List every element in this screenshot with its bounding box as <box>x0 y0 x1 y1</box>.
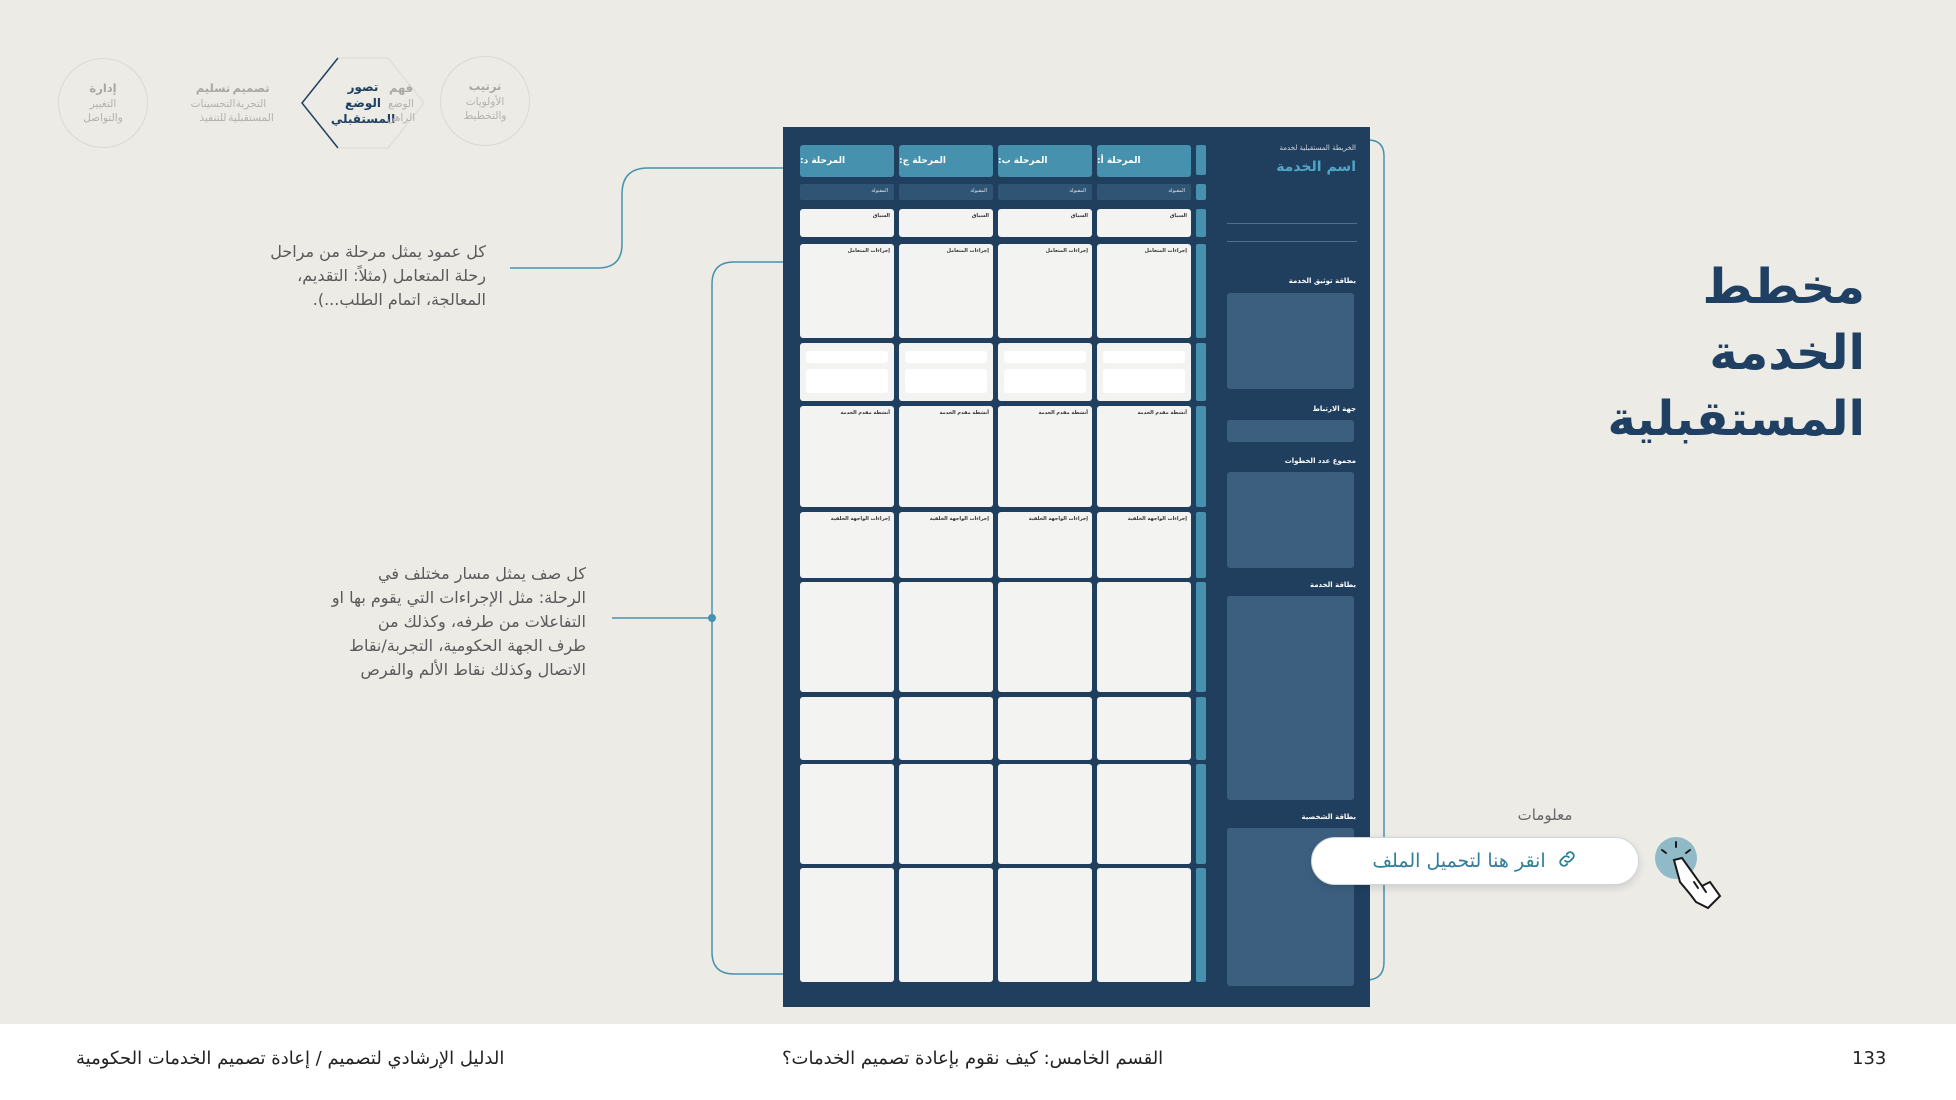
annotation-line: الرحلة: مثل الإجراءات التي يقوم بها او <box>331 588 586 607</box>
cell-label: إجراءات الواجهة الخلفية <box>830 516 890 522</box>
inner-box <box>905 369 987 393</box>
requirements-cell <box>998 697 1092 760</box>
inner-box <box>905 351 987 363</box>
click-hand-icon <box>1652 836 1728 916</box>
row-label-tab <box>1196 868 1206 982</box>
policies-cell <box>1097 764 1191 864</box>
stage-label: التغيير <box>89 97 117 110</box>
provider-cell <box>1097 406 1191 507</box>
cell-label: إجراءات الواجهة الخلفية <box>1028 516 1088 522</box>
policies-cell <box>899 764 993 864</box>
stage-header-a: المرحلة أ: <box>1097 145 1191 177</box>
cell-label: إجراءات المتعامل <box>847 248 890 254</box>
context-cell <box>1097 209 1191 237</box>
frontline-cell <box>899 512 993 578</box>
annotation-line: كل عمود يمثل مرحلة من مراحل <box>270 242 486 261</box>
opportunities-cell <box>800 868 894 982</box>
stage-label: الوضع <box>387 97 415 110</box>
touchpoint-cell <box>1097 343 1191 401</box>
stage-label: التجربة <box>235 97 267 110</box>
cell-label: السياق <box>872 213 890 219</box>
sidebar-heading: جهة الارتباط <box>1312 405 1356 413</box>
provider-cell <box>998 406 1092 507</box>
sub-label: المقبولة <box>998 184 1092 200</box>
annotation-line: كل صف يمثل مسار مختلف في <box>378 564 586 583</box>
stage-label: للتنفيذ <box>199 111 227 124</box>
link-icon <box>1556 848 1578 875</box>
sidebar-caption: الخريطة المستقبلية لخدمة <box>1279 144 1356 152</box>
cell-label: أنشطة مقدم الخدمة <box>840 410 890 416</box>
frontline-cell <box>800 512 894 578</box>
annotation-line: التفاعلات من طرفه، وكذلك من <box>377 612 586 631</box>
stage-label: الوضع <box>345 95 381 110</box>
sidebar-panel <box>1227 472 1354 568</box>
cell-label: إجراءات المتعامل <box>1144 248 1187 254</box>
policies-cell <box>800 764 894 864</box>
frontline-cell <box>1097 512 1191 578</box>
requirements-cell <box>800 697 894 760</box>
inner-box <box>1004 369 1086 393</box>
policies-cell <box>998 764 1092 864</box>
inner-box <box>1103 351 1185 363</box>
row-label-tab <box>1196 343 1206 401</box>
sub-label: المقبولة <box>1097 184 1191 200</box>
upload-file-button[interactable] <box>1311 837 1639 885</box>
cell-label: السياق <box>1070 213 1088 219</box>
annotation-line: طرف الجهة الحكومية، التجربة/نقاط <box>349 636 586 655</box>
cell-label: إجراءات المتعامل <box>1045 248 1088 254</box>
page-title-line: الخدمة <box>1709 325 1865 381</box>
systems-cell <box>998 582 1092 692</box>
upload-button-label: انقر هنا لتحميل الملف <box>1372 850 1546 872</box>
context-cell <box>800 209 894 237</box>
cell-label: إجراءات الواجهة الخلفية <box>1127 516 1187 522</box>
inner-box <box>806 351 888 363</box>
touchpoint-cell <box>899 343 993 401</box>
frontline-cell <box>998 512 1092 578</box>
row-label-tab <box>1196 406 1206 507</box>
footer-section: القسم الخامس: كيف نقوم بإعادة تصميم الخدمات؟ <box>782 1048 1164 1069</box>
row-label-tab <box>1196 512 1206 578</box>
requirements-cell <box>899 697 993 760</box>
divider <box>1227 223 1357 224</box>
stage-label: المستقبلي <box>330 112 396 127</box>
inner-box <box>1103 369 1185 393</box>
customer-actions-cell <box>1097 244 1191 338</box>
stage-label: الأولويات <box>465 95 505 108</box>
cell-label: أنشطة مقدم الخدمة <box>1137 410 1187 416</box>
page-title-line: مخطط <box>1702 259 1865 315</box>
sidebar-heading: بطاقة توثيق الخدمة <box>1288 277 1356 285</box>
page-number: 133 <box>1852 1048 1887 1069</box>
sub-label: المقبولة <box>800 184 894 200</box>
touchpoint-cell <box>998 343 1092 401</box>
context-cell <box>899 209 993 237</box>
blueprint-template <box>783 127 1370 1007</box>
sidebar-service-name: اسم الخدمة <box>1276 159 1356 175</box>
cell-label: أنشطة مقدم الخدمة <box>1038 410 1088 416</box>
sidebar-panel <box>1227 420 1354 442</box>
requirements-cell <box>1097 697 1191 760</box>
stage-label: الراهن <box>386 111 416 124</box>
annotation-line: المعالجة، اتمام الطلب...). <box>312 290 486 309</box>
systems-cell <box>800 582 894 692</box>
row-label-tab <box>1196 582 1206 692</box>
row-label-tab <box>1196 764 1206 864</box>
opportunities-cell <box>998 868 1092 982</box>
footer <box>0 1024 1956 1100</box>
stage-label: والتواصل <box>83 111 123 124</box>
context-cell <box>998 209 1092 237</box>
opportunities-cell <box>1097 868 1191 982</box>
sidebar-panel <box>1227 293 1354 389</box>
cell-label: إجراءات المتعامل <box>946 248 989 254</box>
sidebar-panel <box>1227 596 1354 800</box>
cell-label: إجراءات الواجهة الخلفية <box>929 516 989 522</box>
footer-guide-title: الدليل الإرشادي لتصميم / إعادة تصميم الخدمات الحكومية <box>76 1048 505 1069</box>
sidebar-heading: بطاقة الخدمة <box>1309 581 1356 589</box>
row-label-tab <box>1196 697 1206 760</box>
stage-header-d: المرحلة د: <box>800 145 894 177</box>
touchpoint-cell <box>800 343 894 401</box>
sidebar-heading: بطاقة الشخصية <box>1301 813 1356 821</box>
stage-label: تصور <box>347 79 379 94</box>
stage-label: التحسينات <box>190 97 236 110</box>
stage-label: المستقبلية <box>228 111 274 124</box>
stage-label: والتخطيط <box>463 109 507 122</box>
divider <box>1227 241 1357 242</box>
systems-cell <box>1097 582 1191 692</box>
stage-label: ترتيب <box>468 79 502 94</box>
annotation-line: رحلة المتعامل (مثلاً: التقديم، <box>297 266 486 285</box>
cell-label: السياق <box>971 213 989 219</box>
sub-label: المقبولة <box>899 184 993 200</box>
stage-header-c: المرحلة ج: <box>899 145 993 177</box>
cell-label: أنشطة مقدم الخدمة <box>939 410 989 416</box>
row-label-tab <box>1196 184 1206 200</box>
opportunities-cell <box>899 868 993 982</box>
stage-label: إدارة <box>89 81 117 96</box>
customer-actions-cell <box>998 244 1092 338</box>
cell-label: السياق <box>1169 213 1187 219</box>
row-label-tab <box>1196 244 1206 338</box>
annotation-line: الاتصال وكذلك نقاط الألم والفرص <box>360 660 586 679</box>
row-label-tab <box>1196 145 1206 175</box>
stage-label: تصميم <box>232 81 270 96</box>
inner-box <box>806 369 888 393</box>
customer-actions-cell <box>899 244 993 338</box>
page-title-line: المستقبلية <box>1607 391 1865 447</box>
sidebar-heading: مجموع عدد الخطوات <box>1284 457 1356 465</box>
inner-box <box>1004 351 1086 363</box>
stage-header-b: المرحلة ب: <box>998 145 1092 177</box>
provider-cell <box>800 406 894 507</box>
customer-actions-cell <box>800 244 894 338</box>
stage-label: تسليم <box>195 81 231 96</box>
row-label-tab <box>1196 209 1206 237</box>
info-label: معلومات <box>1517 806 1573 824</box>
stage-label: فهم <box>388 81 414 96</box>
provider-cell <box>899 406 993 507</box>
systems-cell <box>899 582 993 692</box>
